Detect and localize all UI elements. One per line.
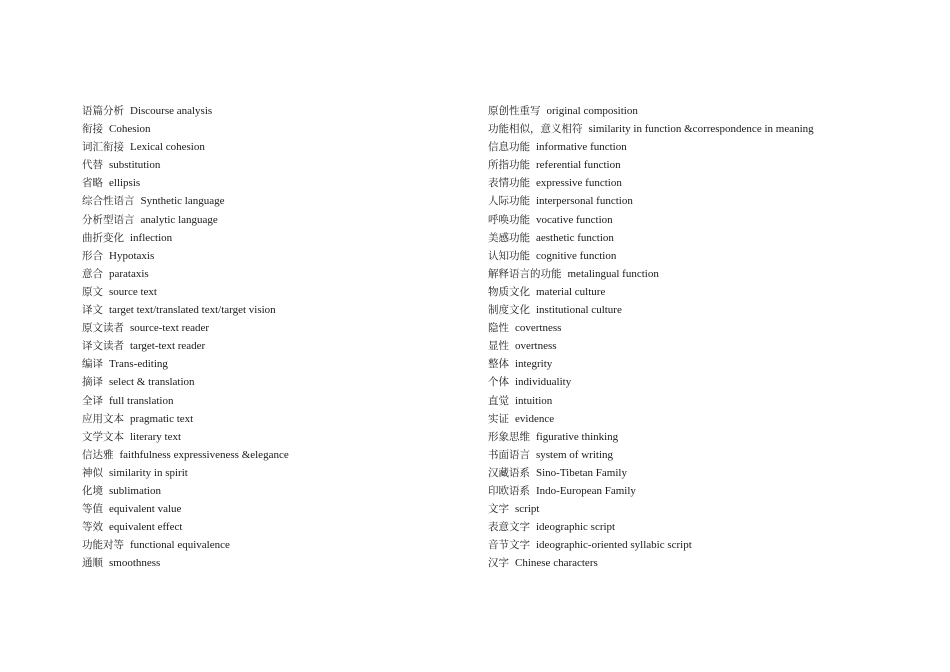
term-chinese: 人际功能 [488,195,530,208]
term-chinese: 原创性重写 [488,105,541,117]
glossary-entry [488,192,928,210]
term-english: functional equivalence [130,539,230,552]
term-chinese: 个体 [488,376,509,389]
term-english: inflection [130,231,173,244]
term-english: expressive function [536,177,622,190]
term-chinese: 编译 [82,358,103,371]
glossary-entry [82,265,472,283]
glossary-entry [82,211,472,229]
term-chinese: 音节文字 [488,539,530,552]
glossary-entry [82,337,472,355]
term-chinese: 认知功能 [488,249,530,262]
term-english: script [515,503,540,516]
term-english: parataxis [109,267,149,280]
term-english: Synthetic language [140,195,225,208]
glossary-entry [488,554,928,572]
term-english: interpersonal function [536,195,633,208]
term-english: faithfulness expressiveness &elegance [119,448,289,461]
glossary-entry [82,120,472,138]
term-english: full translation [109,394,174,407]
term-english: vocative function [536,213,613,226]
term-english: source text [109,285,157,298]
glossary-entry [82,373,472,391]
term-english: equivalent effect [109,521,183,534]
term-chinese: 译文读者 [82,340,124,353]
term-chinese: 曲折变化 [82,231,124,244]
glossary-entry [488,446,928,464]
term-chinese: 信息功能 [488,141,530,154]
glossary-entry [488,247,928,265]
term-chinese: 美感功能 [488,231,530,244]
glossary-entry [82,446,472,464]
term-english: Hypotaxis [109,249,155,262]
glossary-entry [82,174,472,192]
term-english: Cohesion [109,123,151,136]
term-english: informative function [536,141,627,154]
term-english: metalingual function [567,267,659,280]
term-chinese: 显性 [488,340,509,353]
term-chinese: 实证 [488,412,509,425]
term-chinese: 省略 [82,177,103,190]
term-english: source-text reader [130,322,210,335]
glossary-right-column [488,102,928,572]
term-english: referential function [536,159,621,172]
glossary-entry [82,301,472,319]
term-chinese: 语篇分析 [82,105,124,117]
glossary-entry [488,373,928,391]
term-chinese: 表情功能 [488,177,530,190]
glossary-entry [488,355,928,373]
term-english: figurative thinking [536,430,619,443]
term-english: sublimation [109,484,161,497]
term-english: aesthetic function [536,231,614,244]
term-english: smoothness [109,557,161,570]
term-english: similarity in spirit [109,466,188,479]
glossary-entry [82,536,472,554]
term-chinese: 综合性语言 [82,195,135,208]
term-english: intuition [515,394,553,407]
term-chinese: 分析型语言 [82,213,135,226]
term-english: individuality [515,376,572,389]
term-chinese: 词汇衔接 [82,141,124,154]
term-chinese: 通顺 [82,557,103,570]
term-chinese: 汉藏语系 [488,466,530,479]
term-english: material culture [536,285,606,298]
glossary-entry [82,410,472,428]
glossary-entry [488,319,928,337]
term-chinese: 汉字 [488,557,509,570]
term-chinese: 原文读者 [82,322,124,335]
term-chinese: 译文 [82,304,103,317]
term-english: cognitive function [536,249,617,262]
term-english: overtness [515,340,557,353]
term-english: similarity in function &correspondence in meaning [588,123,814,136]
glossary-entry [82,247,472,265]
term-chinese: 所指功能 [488,159,530,172]
glossary-entry [82,554,472,572]
glossary-entry [82,319,472,337]
term-chinese: 全译 [82,394,103,407]
term-chinese: 等值 [82,503,103,516]
glossary-entry [82,482,472,500]
glossary-entry [488,265,928,283]
term-chinese: 印欧语系 [488,484,530,497]
glossary-entry [82,464,472,482]
term-chinese: 文字 [488,503,509,516]
glossary-entry [488,536,928,554]
term-chinese: 书面语言 [488,448,530,461]
glossary-entry [488,211,928,229]
glossary-entry [488,120,928,138]
glossary-entry [82,102,472,120]
term-english: Lexical cohesion [130,141,205,154]
glossary-entry [488,518,928,536]
term-chinese: 解释语言的功能 [488,267,562,280]
term-english: integrity [515,358,553,371]
glossary-entry [82,392,472,410]
term-english: Trans-editing [109,358,168,371]
glossary-entry [488,500,928,518]
term-english: substitution [109,159,161,172]
glossary-entry [82,355,472,373]
term-english: target text/translated text/target vision [109,304,276,317]
term-english: institutional culture [536,304,622,317]
term-chinese: 代替 [82,159,103,172]
term-chinese: 制度文化 [488,304,530,317]
glossary-entry [488,301,928,319]
glossary-entry [488,464,928,482]
term-chinese: 形象思维 [488,430,530,443]
glossary-entry [488,174,928,192]
term-english: equivalent value [109,503,182,516]
term-chinese: 等效 [82,521,103,534]
glossary-entry [488,392,928,410]
term-chinese: 呼唤功能 [488,213,530,226]
glossary-entry [82,156,472,174]
glossary-entry [488,102,928,120]
term-chinese: 功能对等 [82,539,124,552]
glossary-entry [488,156,928,174]
term-chinese: 原文 [82,285,103,298]
glossary-entry [82,518,472,536]
term-chinese: 表意文字 [488,521,530,534]
term-chinese: 化境 [82,484,103,497]
term-english: ideographic-oriented syllabic script [536,539,692,552]
term-english: evidence [515,412,555,425]
glossary-entry [488,482,928,500]
glossary-entry [488,337,928,355]
term-english: pragmatic text [130,412,194,425]
term-chinese: 功能相似，意义相符 [488,123,583,136]
glossary-entry [82,428,472,446]
term-english: target-text reader [130,340,206,353]
term-chinese: 隐性 [488,322,509,335]
glossary-entry [488,229,928,247]
term-english: covertness [515,322,562,335]
term-english: original composition [546,105,638,117]
term-chinese: 应用文本 [82,412,124,425]
term-english: Discourse analysis [130,105,213,117]
term-english: Indo-European Family [536,484,636,497]
term-chinese: 整体 [488,358,509,371]
term-english: Chinese characters [515,557,598,570]
glossary-left-column [82,102,472,572]
term-english: literary text [130,430,182,443]
term-chinese: 摘译 [82,376,103,389]
term-chinese: 物质文化 [488,285,530,298]
glossary-entry [82,192,472,210]
term-chinese: 直觉 [488,394,509,407]
term-english: Sino-Tibetan Family [536,466,627,479]
glossary-entry [488,428,928,446]
term-english: system of writing [536,448,613,461]
term-english: select & translation [109,376,195,389]
glossary-entry [488,138,928,156]
glossary-entry [488,283,928,301]
term-chinese: 意合 [82,267,103,280]
glossary-entry [488,410,928,428]
glossary-entry [82,138,472,156]
term-chinese: 文学文本 [82,430,124,443]
term-chinese: 衔接 [82,123,103,136]
term-english: analytic language [140,213,218,226]
term-english: ellipsis [109,177,141,190]
term-chinese: 信达雅 [82,448,114,461]
term-chinese: 神似 [82,466,103,479]
term-english: ideographic script [536,521,616,534]
term-chinese: 形合 [82,249,103,262]
glossary-entry [82,500,472,518]
glossary-entry [82,229,472,247]
glossary-entry [82,283,472,301]
